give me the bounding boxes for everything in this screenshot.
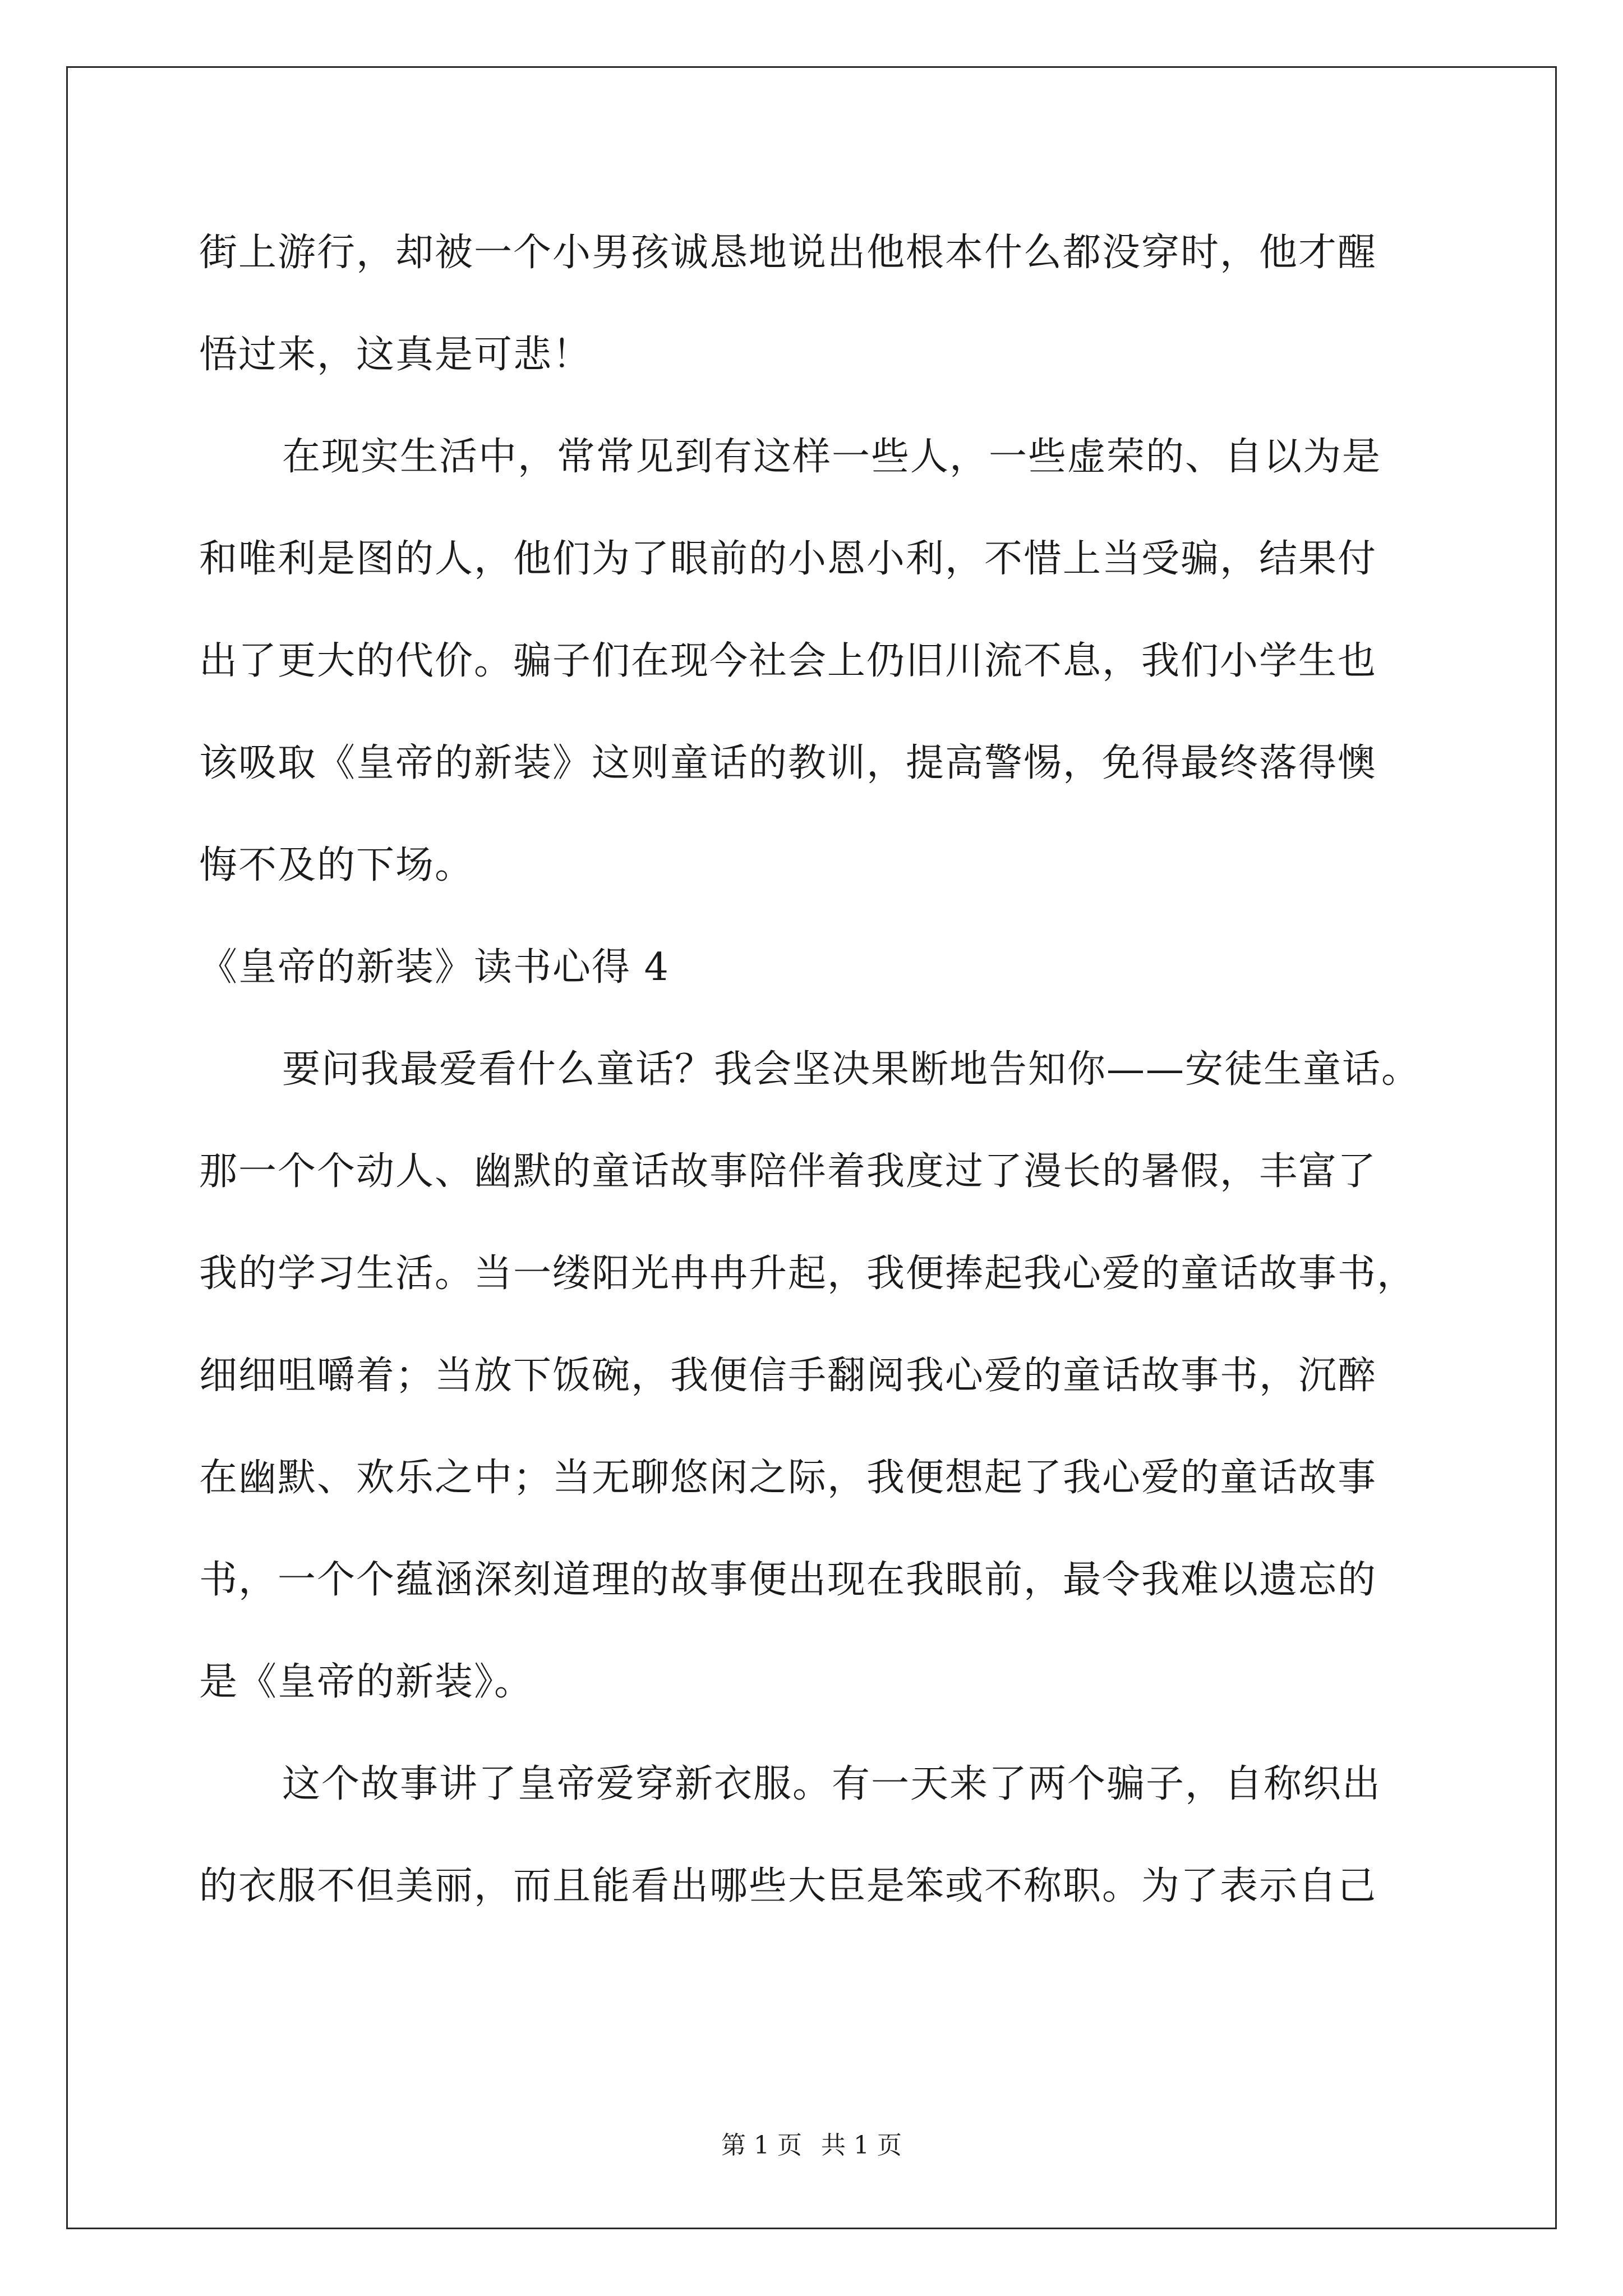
text-line: 那一个个动人、幽默的童话故事陪伴着我度过了漫长的暑假，丰富了 bbox=[199, 1149, 1377, 1194]
text-line: 在幽默、欢乐之中；当无聊悠闲之际，我便想起了我心爱的童话故事 bbox=[199, 1456, 1377, 1500]
text-line: 书，一个个蕴涵深刻道理的故事便出现在我眼前，最令我难以遗忘的 bbox=[199, 1558, 1377, 1602]
text-line: 和唯利是图的人，他们为了眼前的小恩小利，不惜上当受骗，结果付 bbox=[199, 537, 1377, 581]
text-line: 我的学习生活。当一缕阳光冉冉升起，我便捧起我心爱的童话故事书， bbox=[199, 1251, 1417, 1296]
page-number: 第 1 页 bbox=[721, 2131, 802, 2160]
text-line: 悟过来，这真是可悲！ bbox=[199, 333, 592, 377]
text-line: 是《皇帝的新装》。 bbox=[199, 1660, 534, 1704]
text-line: 要问我最爱看什么童话？我会坚决果断地告知你——安徒生童话。 bbox=[282, 1047, 1421, 1092]
page-total: 共 1 页 bbox=[821, 2131, 902, 2160]
text-line: 的衣服不但美丽，而且能看出哪些大臣是笨或不称职。为了表示自己 bbox=[199, 1864, 1377, 1908]
text-line: 《皇帝的新装》读书心得 4 bbox=[199, 945, 670, 990]
text-line: 悔不及的下场。 bbox=[199, 843, 474, 887]
text-line: 在现实生活中，常常见到有这样一些人，一些虚荣的、自以为是 bbox=[282, 435, 1382, 479]
document-body bbox=[199, 202, 1430, 1938]
text-line: 街上游行，却被一个小男孩诚恳地说出他根本什么都没穿时，他才醒 bbox=[199, 231, 1377, 275]
text-line: 这个故事讲了皇帝爱穿新衣服。有一天来了两个骗子，自称织出 bbox=[282, 1762, 1382, 1806]
text-line: 出了更大的代价。骗子们在现今社会上仍旧川流不息，我们小学生也 bbox=[199, 639, 1377, 683]
text-line: 该吸取《皇帝的新装》这则童话的教训，提高警惕，免得最终落得懊 bbox=[199, 741, 1377, 785]
page-footer bbox=[0, 2129, 1623, 2162]
text-line: 细细咀嚼着；当放下饭碗，我便信手翻阅我心爱的童话故事书，沉醉 bbox=[199, 1354, 1377, 1398]
